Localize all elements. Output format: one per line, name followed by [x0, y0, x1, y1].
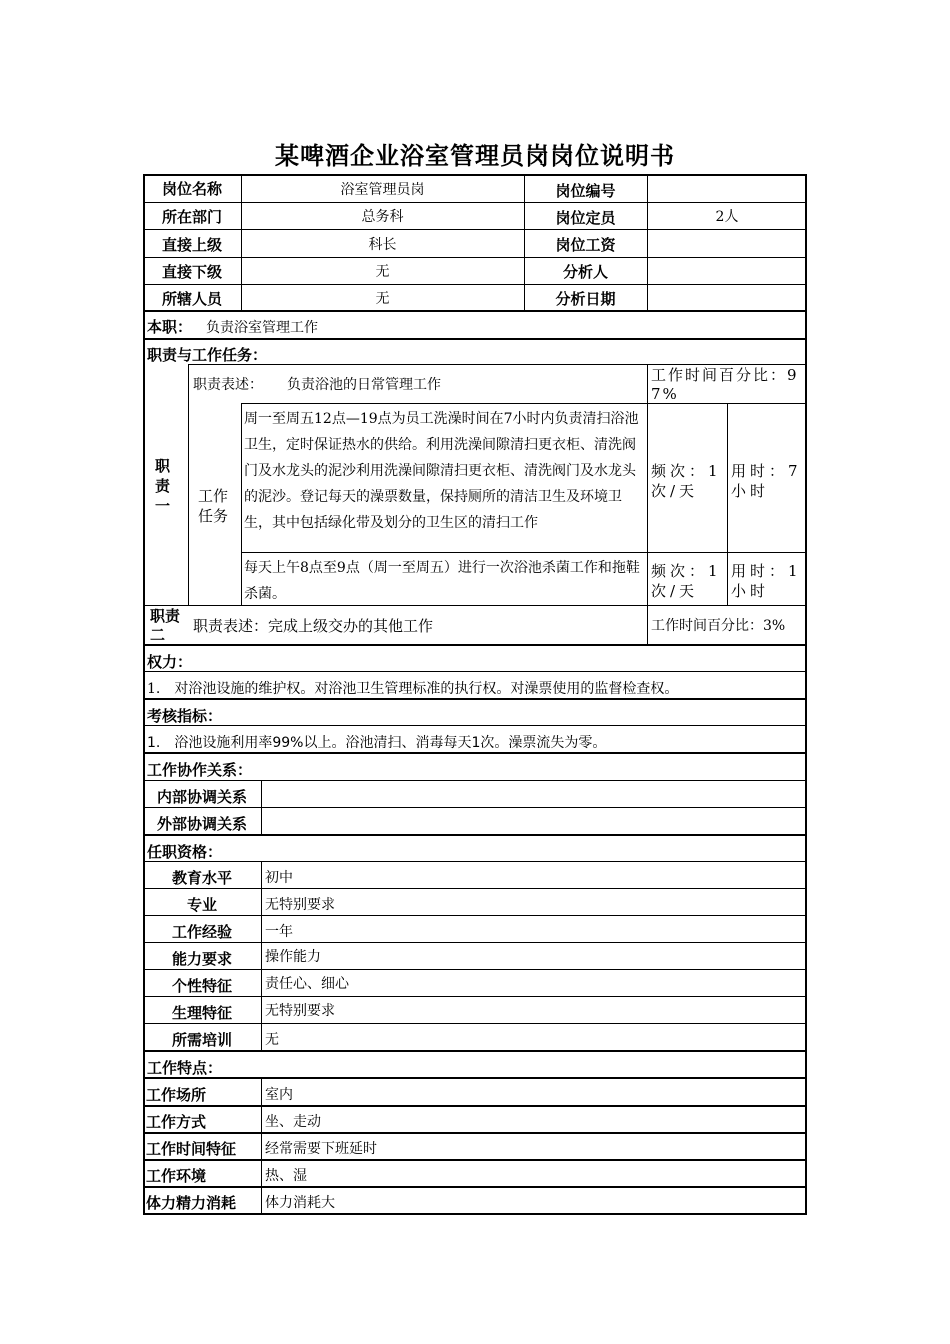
- external-relations-label: 外部协调关系: [156, 815, 247, 833]
- work-mode-label: 工作方式: [146, 1113, 207, 1131]
- workplace-value: 室内: [265, 1087, 293, 1103]
- divider: [143, 996, 807, 997]
- duty1-statement: 负责浴池的日常管理工作: [287, 377, 441, 393]
- task-2-frequency: 频次：1次/天: [651, 562, 722, 600]
- core-duty-text: 负责浴室管理工作: [206, 320, 318, 336]
- divider: [143, 202, 807, 203]
- divider: [261, 780, 262, 834]
- department-label: 所在部门: [161, 208, 222, 226]
- divider: [241, 552, 807, 553]
- task-2-duration: 用时：1小时: [731, 562, 802, 600]
- training-label: 所需培训: [171, 1031, 232, 1049]
- divider: [241, 403, 807, 404]
- internal-relations-label: 内部协调关系: [156, 788, 247, 806]
- ability-label: 能力要求: [171, 950, 232, 968]
- authority-text: 1. 对浴池设施的维护权。对浴池卫生管理标准的执行权。对澡票使用的监督检查权。: [147, 681, 679, 697]
- divider: [143, 1023, 807, 1024]
- superior-label: 直接上级: [161, 236, 222, 254]
- divider: [143, 969, 807, 970]
- divider: [188, 364, 807, 365]
- analyst-label: 分析人: [562, 263, 608, 281]
- core-duty-label: 本职：: [147, 318, 193, 336]
- education-value: 初中: [265, 870, 293, 886]
- education-label: 教育水平: [171, 869, 232, 887]
- divider: [143, 725, 807, 726]
- superior-value: 科长: [368, 237, 397, 253]
- document-title: 某啤酒企业浴室管理员岗岗位说明书: [275, 142, 675, 170]
- experience-value: 一年: [265, 924, 293, 940]
- section-divider: [143, 310, 807, 312]
- physical-demand-value: 体力消耗大: [265, 1195, 335, 1211]
- work-hours-value: 经常需要下班延时: [265, 1141, 377, 1157]
- subordinate-value: 无: [375, 264, 390, 280]
- relations-header: 工作协作关系：: [147, 761, 253, 779]
- duty2-label: 职责二: [150, 607, 181, 643]
- divider: [188, 364, 189, 605]
- section-divider: [143, 1132, 807, 1134]
- divider: [143, 229, 807, 230]
- divider: [647, 174, 648, 311]
- analysis-date-label: 分析日期: [555, 290, 616, 308]
- training-value: 无: [265, 1032, 279, 1048]
- section-divider: [143, 644, 807, 646]
- salary-label: 岗位工资: [555, 236, 616, 254]
- physical-label: 生理特征: [171, 1004, 232, 1022]
- workplace-label: 工作场所: [146, 1086, 207, 1104]
- kpi-header: 考核指标：: [147, 707, 223, 725]
- section-divider: [143, 698, 807, 700]
- divider: [143, 807, 807, 808]
- section-divider: [143, 1186, 807, 1188]
- duties-header: 职责与工作任务：: [147, 346, 268, 364]
- duty1-label: 职责一: [155, 457, 171, 515]
- duty2-statement: 职责表述：完成上级交办的其他工作: [193, 617, 434, 635]
- position-name-label: 岗位名称: [161, 180, 222, 198]
- divider: [143, 257, 807, 258]
- kpi-text: 1. 浴池设施利用率99%以上。浴池清扫、消毒每天1次。澡票流失为零。: [147, 735, 607, 751]
- task-label: 工作任务: [198, 487, 229, 525]
- department-value: 总务科: [361, 209, 404, 225]
- section-divider: [143, 1105, 807, 1107]
- section-divider: [143, 1077, 807, 1079]
- task-1-frequency: 频次：1次/天: [651, 462, 722, 500]
- major-label: 专业: [186, 896, 217, 914]
- position-code-label: 岗位编号: [555, 182, 616, 200]
- managed-staff-value: 无: [375, 291, 390, 307]
- experience-label: 工作经验: [171, 923, 232, 941]
- ability-value: 操作能力: [265, 949, 321, 965]
- work-environment-label: 工作环境: [146, 1167, 207, 1185]
- duty1-statement-label: 职责表述：: [193, 377, 263, 393]
- divider: [647, 364, 648, 645]
- divider: [727, 403, 728, 605]
- managed-staff-label: 所辖人员: [161, 290, 222, 308]
- section-divider: [143, 1050, 807, 1052]
- divider: [143, 942, 807, 943]
- task-1-duration: 用时：7小时: [731, 462, 802, 500]
- authority-header: 权力：: [147, 653, 193, 671]
- duty2-time-percent: 工作时间百分比：3%: [651, 618, 786, 634]
- headcount-label: 岗位定员: [555, 209, 616, 227]
- task-1-description: 周一至周五12点—19点为员工洗澡时间在7小时内负责清扫浴池卫生，定时保证热水的供给。利用洗澡间隙清扫更衣柜、清洗阀门及水龙头的泥沙利用洗澡间隙清扫更衣柜、清洗阀门及水龙头的泥沙。登记每天的澡票数量，保持厕所的清洁卫生及环境卫生，其中包括绿化带及划分的卫生区的清扫工作: [244, 411, 639, 531]
- divider: [261, 1077, 262, 1214]
- divider: [143, 888, 807, 889]
- divider: [143, 915, 807, 916]
- personality-value: 责任心、细心: [265, 976, 349, 992]
- divider: [143, 605, 807, 606]
- work-environment-value: 热、湿: [265, 1168, 307, 1184]
- physical-value: 无特别要求: [265, 1003, 335, 1019]
- section-divider: [143, 834, 807, 836]
- divider: [143, 284, 807, 285]
- task-2-description: 每天上午8点至9点（周一至周五）进行一次浴池杀菌工作和拖鞋杀菌。: [244, 560, 640, 602]
- divider: [261, 861, 262, 1050]
- section-divider: [143, 752, 807, 754]
- divider: [241, 403, 242, 605]
- divider: [143, 861, 807, 862]
- physical-demand-label: 体力精力消耗: [146, 1194, 237, 1212]
- work-mode-value: 坐、走动: [265, 1114, 321, 1130]
- position-name-value: 浴室管理员岗: [340, 182, 425, 198]
- personality-label: 个性特征: [171, 977, 232, 995]
- qualification-header: 任职资格：: [147, 843, 223, 861]
- headcount-value: 2人: [715, 209, 739, 225]
- divider: [143, 780, 807, 781]
- duty1-time-percent: 工作时间百分比：97%: [651, 366, 799, 403]
- work-hours-label: 工作时间特征: [146, 1140, 237, 1158]
- section-divider: [143, 338, 807, 340]
- divider: [143, 671, 807, 672]
- major-value: 无特别要求: [265, 897, 335, 913]
- subordinate-label: 直接下级: [161, 263, 222, 281]
- features-header: 工作特点：: [147, 1059, 223, 1077]
- section-divider: [143, 1159, 807, 1161]
